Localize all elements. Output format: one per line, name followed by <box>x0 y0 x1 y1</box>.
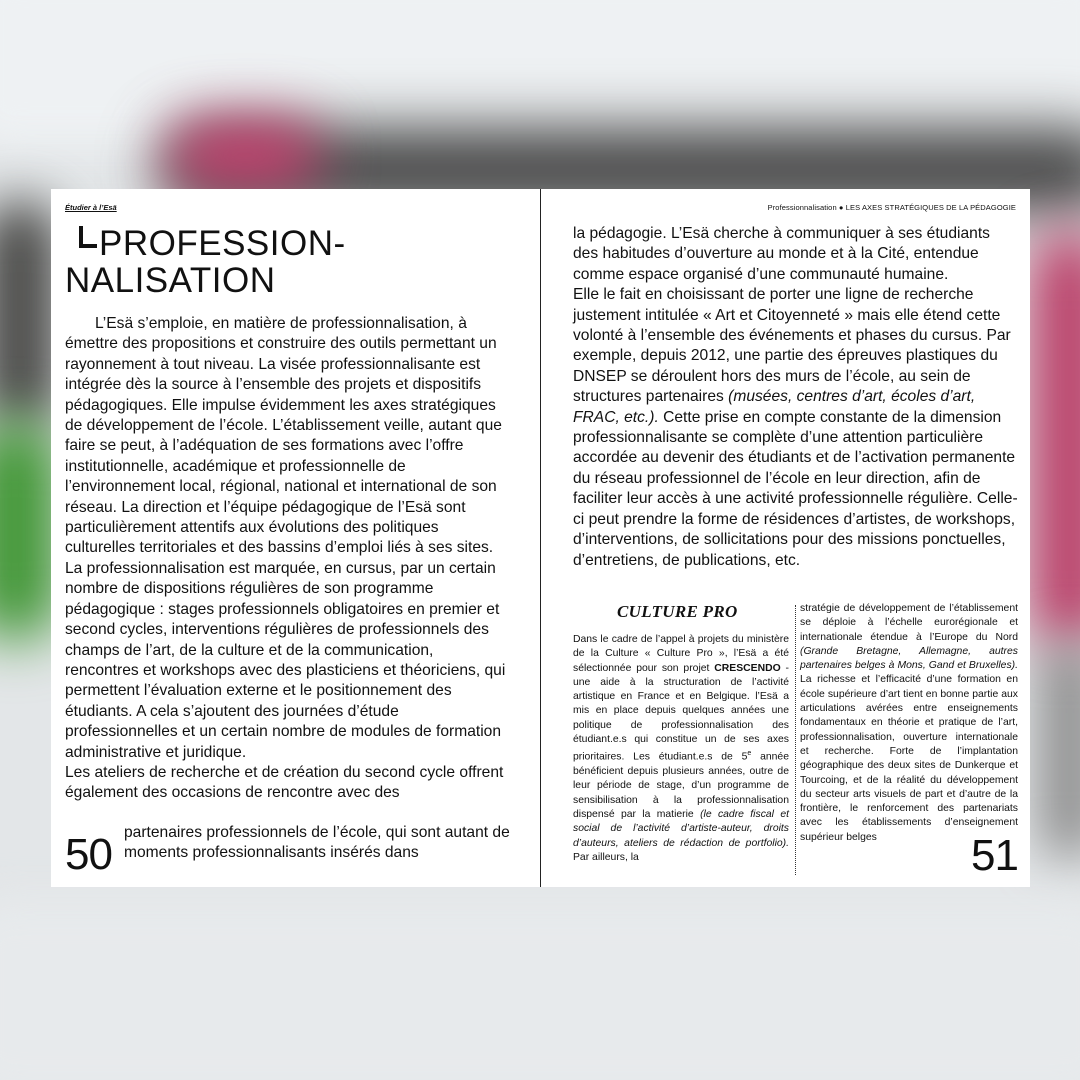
running-header-left: Étudier à l’Esä <box>65 203 117 212</box>
column-divider <box>795 605 796 875</box>
corner-bracket-icon <box>79 226 97 248</box>
crescendo-label: CRESCENDO <box>714 662 781 674</box>
left-paragraph-1: L’Esä s’emploie, en matière de professionnalisation, à émettre des propositions et construire des outils permettant un rayonnement à tout niveau. La visée professionnalisante est intégrée dès la source à l’ensemble des projets et dispositifs pédagogiques. Elle impulse évidemment les axes stratégiques de développement de l’école. L’établissement veille, autant que faire se peut, à l’adéquation de ses formations avec l’offre institutionnelle, académique et professionnelle de l’environnement local, régional, national et international de son réseau. La direction et l’équipe pédagogique de l’Esä sont particulièrement attentifs aux évolutions des politiques culturelles territoriales et des bassins d’emploi liés à ses sites. <box>65 315 502 557</box>
culture-pro-column-1: Dans le cadre de l’appel à projets du ministère de la Culture « Culture Pro », l’Esä a été sélectionnée pour son projet CRESCENDO - une aide à la structuration de l’activité artistique en France et en Belgique. l’Esä a mis en place depuis quelques années une politique de professionnalisation des étudiant.e.s qui constitue un de ses axes prioritaires. Les étudiant.e.s de 5e année bénéficient depuis plusieurs années, outre de leur période de stage, d’un programme de sensibilisation à la professionnalisation dispensé par la matierie (le cadre fiscal et social de l’activité d’artiste-auteur, droits d’auteurs, ateliers de rédaction de portfolio). Par ailleurs, la <box>573 634 789 863</box>
brochure-spread <box>51 189 1030 887</box>
culture-pro-title: CULTURE PRO <box>617 602 738 621</box>
culture-pro-column-2: stratégie de développement de l’établissement se déploie à l’échelle eurorégionale et internationale étendue à l’Europe du Nord (Grande Bretagne, Allemagne, autres partenaires belges à Mons, Gand et Bruxelles). La richesse et l’efficacité d’une formation en école supérieure d’art tient en bonne partie aux articulations avérées entre enseignements fondamentaux en théorie et pratique de l’art, professionnalisation, ouverture internationale et recherche. Forte de l’implantation géographique des deux sites de Dunkerque et Tourcoing, et de la réalité du développement du secteur arts visuels de part et d’autre de la frontière, le renforcement des partenariats avec les établissements d’enseignement supérieur belges <box>800 603 1018 843</box>
right-paragraph-italic: (musées, centres d’art, écoles d’art, FRAC, etc.). <box>573 388 976 426</box>
left-paragraph-3-end: partenaires professionnels de l’école, qui sont autant de moments professionnalisants insérés dans <box>124 824 510 862</box>
title-line-1: PROFESSION- <box>99 224 346 263</box>
right-body-text <box>573 224 1018 571</box>
page-number-right: 51 <box>971 831 1018 880</box>
left-body-text <box>65 314 510 804</box>
page-gutter <box>540 189 541 887</box>
page-number-left: 50 <box>65 830 112 879</box>
page-title <box>65 225 346 299</box>
left-paragraph-2: La professionnalisation est marquée, en cursus, par un certain nombre de dispositions régulières de son programme pédagogique : stages professionnels obligatoires en premier et second cycles, interventions régulières de professionnels des champs de l’art, de la culture et de la communication, rencontres et workshops avec des plasticiens et théoriciens, qui permettent l’évaluation externe et le positionnement des étudiants. A cela s’ajoutent des journées d’étude professionnelles et un certain nombre de modules de formation administrative et juridique. <box>65 559 506 761</box>
running-header-right: Professionnalisation ● LES AXES STRATÉGIQUES DE LA PÉDAGOGIE <box>767 203 1016 212</box>
left-paragraph-3: Les ateliers de recherche et de création du second cycle offrent également des occasions de rencontre avec des <box>65 763 504 802</box>
title-line-2: NALISATION <box>65 261 276 300</box>
right-paragraph-2: Elle le fait en choisissant de porter une ligne de recherche justement intitulée « Art et Citoyenneté » mais elle étend cette volonté à l’ensemble des événements et phases du cursus. Par exemple, depuis 2012, une partie des épreuves plastiques du DNSEP se déroulent hors des murs de l’école, au sein de structures partenaires (musées, centres d’art, écoles d’art, FRAC, etc.). Cette prise en compte constante de la dimension professionnalisante se complète d’une attention particulière accordée au devenir des étudiants et de l’activation permanente du réseau professionnel de l’école en leur direction, afin de faciliter leur accès à une activité professionnelle régulière. Celle-ci peut prendre la forme de résidences d’artistes, de workshops, d’interventions, de sollicitations pour des missions ponctuelles, d’entretiens, de publications, etc. <box>573 286 1018 569</box>
right-paragraph-1: la pédagogie. L’Esä cherche à communiquer à ses étudiants des habitudes d’ouverture au monde et à la Cité, entendue comme espace organisé d’une communauté humaine. <box>573 225 990 283</box>
